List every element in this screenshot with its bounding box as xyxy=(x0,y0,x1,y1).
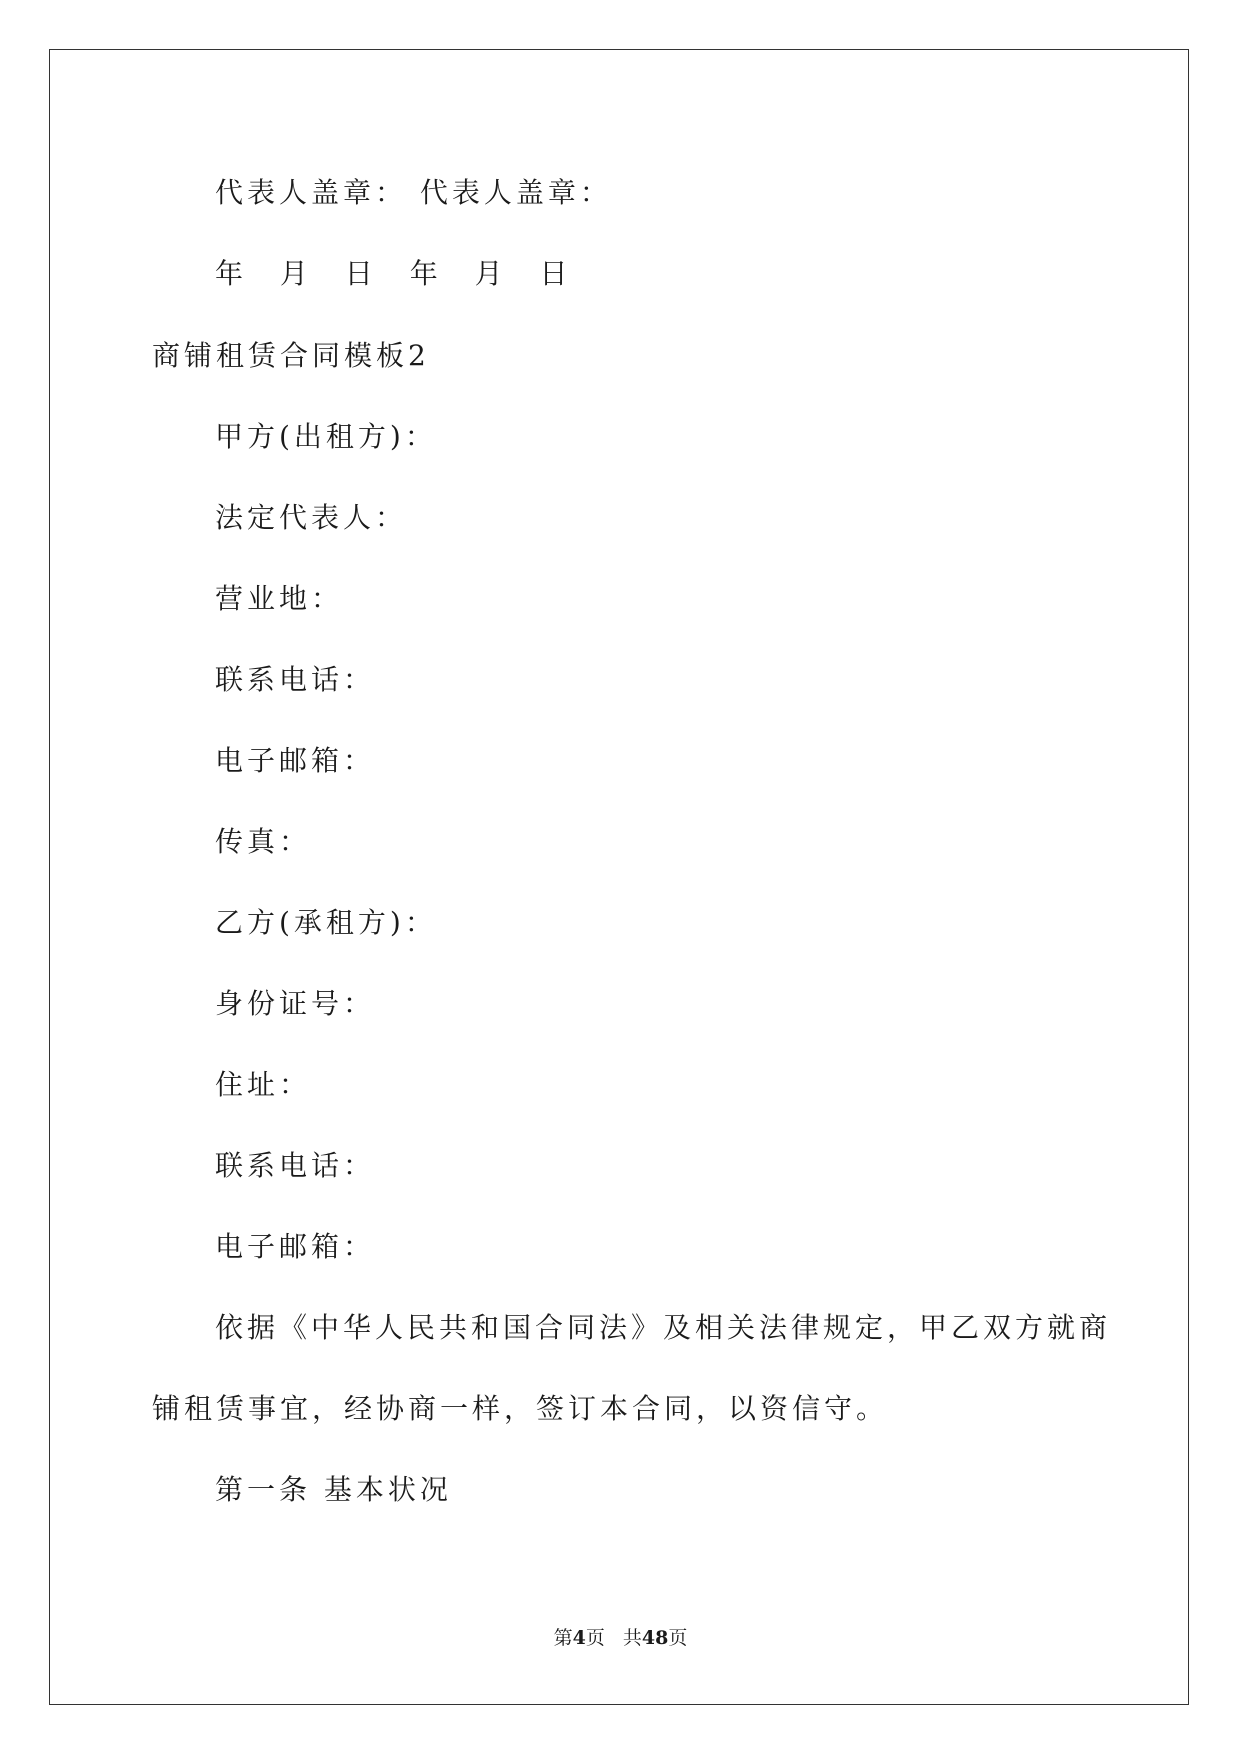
party-b-email-label: 电子邮箱： xyxy=(215,1230,376,1263)
footer-total-prefix: 共 xyxy=(622,1627,642,1649)
residence-label: 住址： xyxy=(215,1068,312,1101)
current-page-number: 4 xyxy=(572,1627,586,1649)
id-number-label: 身份证号： xyxy=(215,987,376,1020)
preamble-line-1: 依据《中华人民共和国合同法》及相关法律规定，甲乙双方就商 xyxy=(215,1311,1112,1344)
party-b-label: 乙方(承租方)： xyxy=(215,906,437,939)
party-a-phone-label: 联系电话： xyxy=(215,663,376,696)
page-footer xyxy=(0,1626,1241,1650)
party-a-label: 甲方(出租方)： xyxy=(215,420,437,453)
fax-label: 传真： xyxy=(215,825,312,858)
party-a-email-label: 电子邮箱： xyxy=(215,744,376,777)
business-address-label: 营业地： xyxy=(215,582,344,615)
page-border xyxy=(49,49,1189,1705)
date-line: 年 月 日 年 月 日 xyxy=(215,257,582,290)
preamble-line-2: 铺租赁事宜，经协商一样，签订本合同，以资信守。 xyxy=(152,1392,889,1425)
total-pages-number: 48 xyxy=(641,1627,669,1649)
footer-total-suffix: 页 xyxy=(668,1627,688,1649)
footer-prefix: 第 xyxy=(553,1627,573,1649)
section-title: 商铺租赁合同模板2 xyxy=(152,339,430,372)
party-b-phone-label: 联系电话： xyxy=(215,1149,376,1182)
legal-representative-label: 法定代表人： xyxy=(215,501,408,534)
signature-line: 代表人盖章： 代表人盖章： xyxy=(215,176,612,209)
article-one-heading: 第一条 基本状况 xyxy=(215,1473,452,1506)
footer-page-suffix: 页 xyxy=(585,1627,605,1649)
